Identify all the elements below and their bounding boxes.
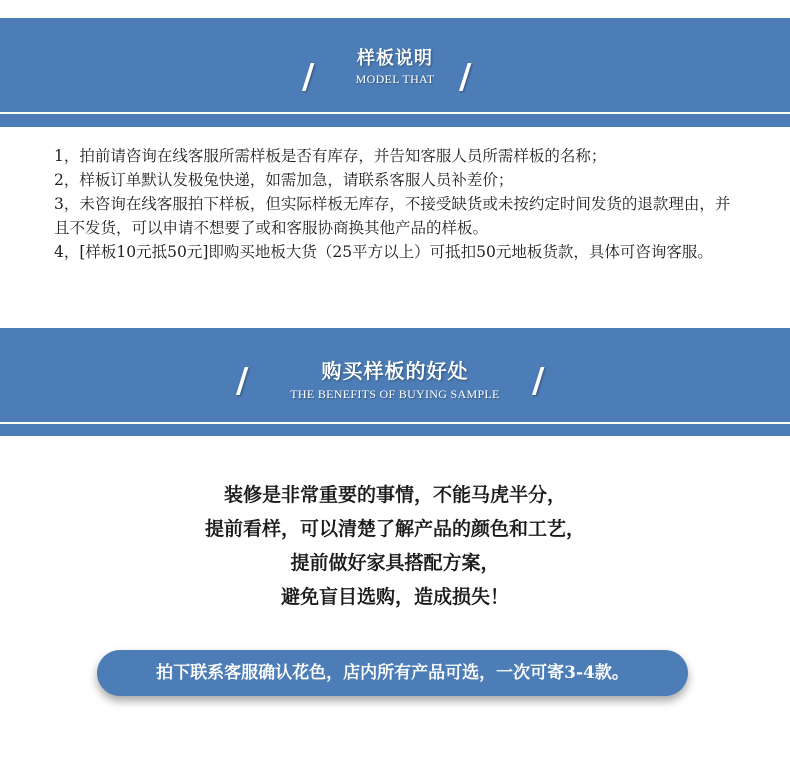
slash-decoration-right: / bbox=[459, 57, 472, 97]
note-item: 3，未咨询在线客服拍下样板，但实际样板无库存，不接受缺货或未按约定时间发货的退款理由，并且不发货，可以申请不想要了或和客服协商换其他产品的样板。 bbox=[54, 195, 731, 237]
contact-service-button[interactable]: 拍下联系客服确认花色，店内所有产品可选，一次可寄3-4款。 bbox=[97, 650, 688, 696]
sample-notes bbox=[54, 144, 744, 264]
benefits-text bbox=[0, 478, 790, 614]
benefits-title-block bbox=[0, 358, 790, 402]
note-item: 4，[样板10元抵50元]即购买地板大货（25平方以上）可抵扣50元地板货款，具体可咨询客服。 bbox=[54, 243, 713, 261]
slash-decoration-left: / bbox=[302, 57, 315, 97]
sample-explanation-title-block bbox=[0, 48, 790, 87]
header-divider-line bbox=[0, 422, 790, 424]
benefit-line: 提前做好家具搭配方案， bbox=[290, 552, 500, 574]
benefit-line: 提前看样，可以清楚了解产品的颜色和工艺， bbox=[204, 518, 585, 540]
section-subtitle: THE BENEFITS OF BUYING SAMPLE bbox=[290, 387, 500, 401]
section-title: 购买样板的好处 bbox=[321, 359, 469, 383]
note-item: 1，拍前请咨询在线客服所需样板是否有库存，并告知客服人员所需样板的名称； bbox=[54, 147, 607, 165]
slash-decoration-right: / bbox=[532, 361, 545, 401]
note-item: 2，样板订单默认发极兔快递，如需加急，请联系客服人员补差价； bbox=[54, 171, 514, 189]
benefits-header bbox=[0, 328, 790, 436]
slash-decoration-left: / bbox=[236, 361, 249, 401]
benefit-line: 装修是非常重要的事情，不能马虎半分， bbox=[223, 484, 566, 506]
benefit-line: 避免盲目选购，造成损失！ bbox=[280, 586, 509, 608]
header-divider-line bbox=[0, 112, 790, 114]
section-title: 样板说明 bbox=[357, 48, 433, 69]
sample-explanation-header bbox=[0, 18, 790, 127]
section-subtitle: MODEL THAT bbox=[355, 72, 435, 86]
